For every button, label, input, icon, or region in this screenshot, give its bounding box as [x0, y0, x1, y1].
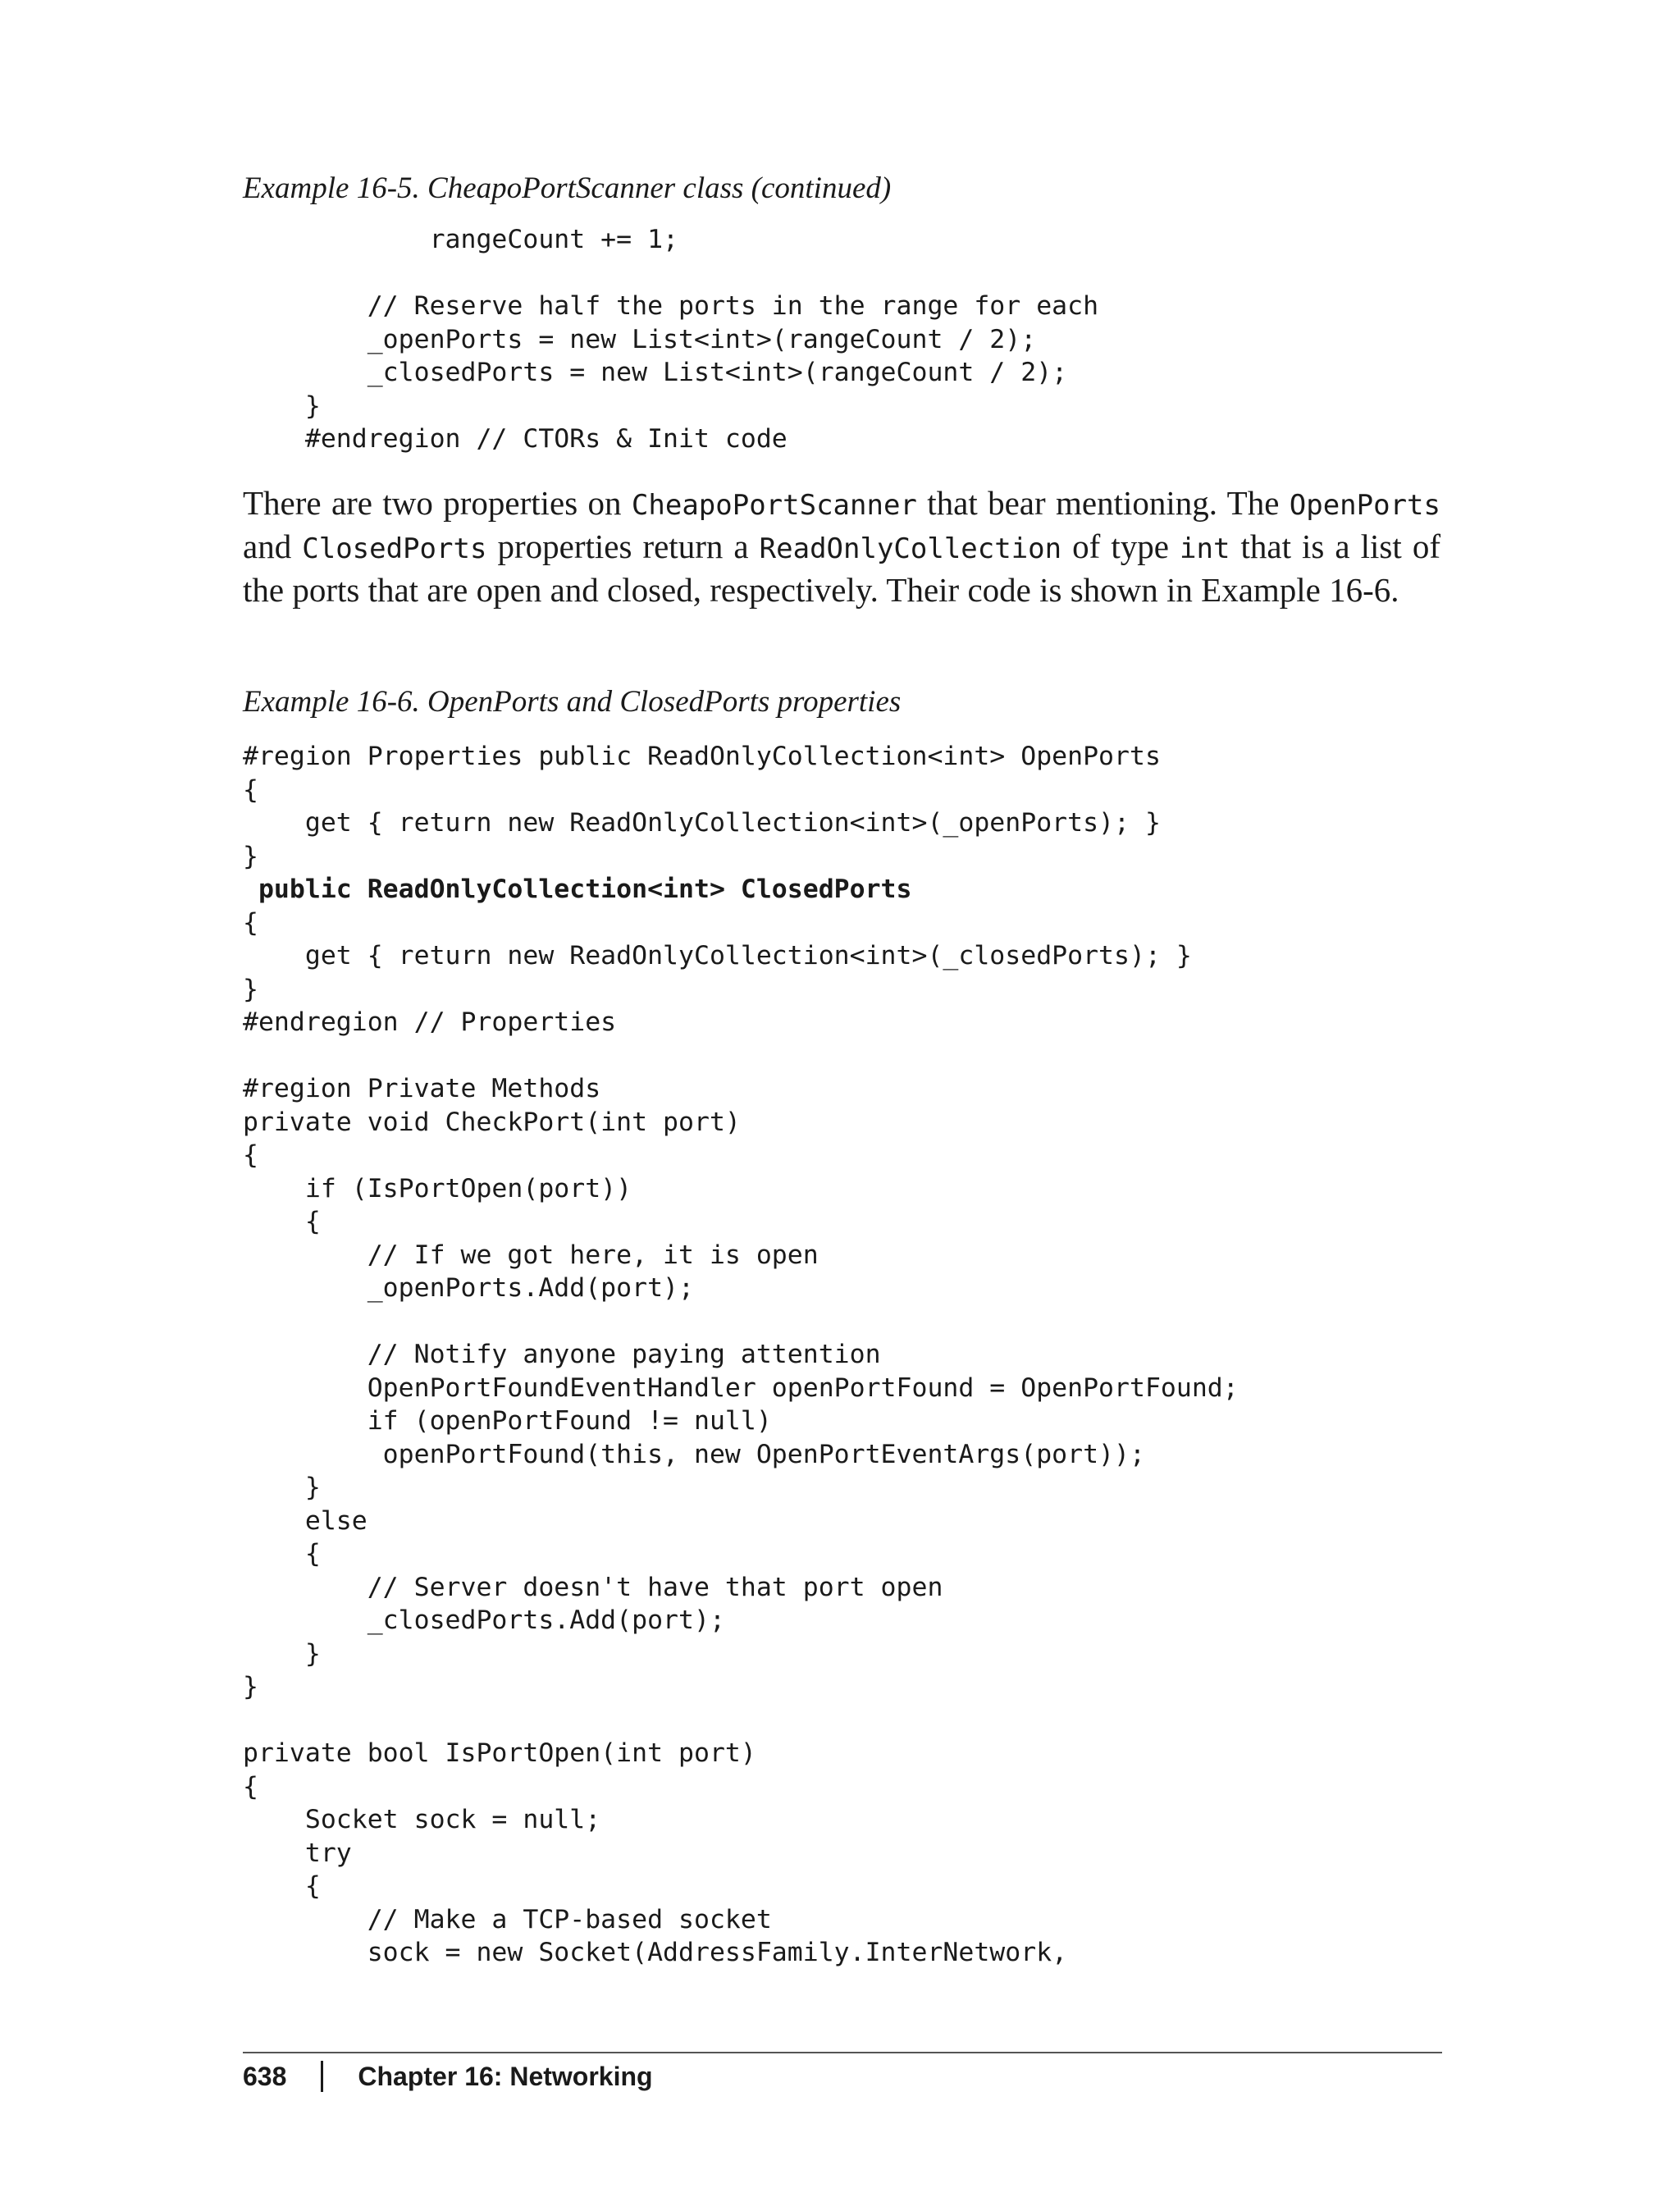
- paragraph-text: that is a list of the ports that are open and closed, respectively. Their code is shown in Example 16-6.: [243, 528, 1440, 609]
- example-16-6-code-block: [243, 740, 1239, 1970]
- code-line: #region Private Methods: [243, 1074, 601, 1103]
- code-line: {: [243, 1207, 321, 1236]
- code-line: openPortFound(this, new OpenPortEventArgs(port));: [243, 1439, 1145, 1469]
- paragraph-text: properties return a: [486, 528, 760, 565]
- code-line: _openPorts = new List<int>(rangeCount / 2);: [243, 324, 1037, 354]
- code-line: get { return new ReadOnlyCollection<int>(_closedPorts); }: [243, 941, 1192, 971]
- code-line: }: [243, 1638, 321, 1669]
- code-line: // Reserve half the ports in the range for each: [243, 291, 1099, 321]
- code-line: // Notify anyone paying attention: [243, 1340, 881, 1369]
- code-line: }: [243, 391, 321, 421]
- code-line: Socket sock = null;: [243, 1805, 601, 1834]
- code-line: if (IsPortOpen(port)): [243, 1173, 632, 1203]
- code-line: }: [243, 1473, 321, 1502]
- code-line: OpenPortFoundEventHandler openPortFound = OpenPortFound;: [243, 1372, 1239, 1403]
- code-line: {: [243, 774, 258, 805]
- paragraph-text: that bear mentioning. The: [916, 484, 1290, 522]
- code-line: if (openPortFound != null): [243, 1406, 772, 1436]
- code-line: // Server doesn't have that port open: [243, 1572, 943, 1602]
- code-line: private void CheckPort(int port): [243, 1107, 741, 1137]
- code-line: {: [243, 1771, 258, 1802]
- inline-code: ClosedPorts: [302, 532, 487, 565]
- code-line: private bool IsPortOpen(int port): [243, 1738, 756, 1768]
- code-line: [243, 1039, 1239, 1073]
- code-line: _openPorts.Add(port);: [243, 1273, 694, 1303]
- example-16-6-caption: Example 16-6. OpenPorts and ClosedPorts properties: [243, 685, 902, 719]
- code-line: get { return new ReadOnlyCollection<int>(_openPorts); }: [243, 808, 1161, 838]
- code-line: {: [243, 907, 258, 938]
- code-line: // Make a TCP-based socket: [243, 1904, 772, 1934]
- example-16-5-code-block: [243, 223, 1098, 456]
- page-footer: [243, 2053, 653, 2099]
- inline-code: ReadOnlyCollection: [759, 532, 1062, 565]
- code-line: _closedPorts = new List<int>(rangeCount / 2);: [243, 358, 1068, 387]
- code-line: }: [243, 1672, 258, 1701]
- code-line: {: [243, 1871, 321, 1901]
- page-number: 638: [243, 2061, 287, 2091]
- example-16-5-caption: Example 16-5. CheapoPortScanner class (continued): [243, 171, 892, 205]
- code-line: [243, 1704, 1239, 1738]
- code-line: // If we got here, it is open: [243, 1240, 819, 1270]
- code-line: [243, 1305, 1239, 1339]
- code-line: {: [243, 1140, 258, 1170]
- code-line: #endregion // Properties: [243, 1007, 617, 1037]
- code-line: try: [243, 1838, 352, 1868]
- code-line: #region Properties public ReadOnlyCollection<int> OpenPorts: [243, 742, 1161, 771]
- code-line: [243, 257, 1098, 290]
- paragraph-text: and: [243, 528, 303, 565]
- inline-code: int: [1180, 532, 1230, 565]
- paragraph-text: of type: [1061, 528, 1180, 565]
- code-line: }: [243, 841, 258, 871]
- paragraph-text: There are two properties on: [243, 484, 632, 522]
- footer-separator: [321, 2061, 323, 2092]
- chapter-title: Chapter 16: Networking: [358, 2061, 653, 2091]
- inline-code: CheapoPortScanner: [631, 489, 917, 522]
- code-line: #endregion // CTORs & Init code: [243, 424, 788, 454]
- code-line: _closedPorts.Add(port);: [243, 1605, 725, 1635]
- code-line: rangeCount += 1;: [243, 225, 679, 254]
- body-paragraph: [243, 482, 1440, 610]
- code-line: else: [243, 1505, 368, 1536]
- inline-code: OpenPorts: [1289, 489, 1440, 522]
- code-line: {: [243, 1539, 321, 1569]
- code-line-bold: public ReadOnlyCollection<int> ClosedPorts: [243, 875, 912, 904]
- code-line: sock = new Socket(AddressFamily.InterNetwork,: [243, 1938, 1068, 1967]
- code-line: }: [243, 974, 258, 1004]
